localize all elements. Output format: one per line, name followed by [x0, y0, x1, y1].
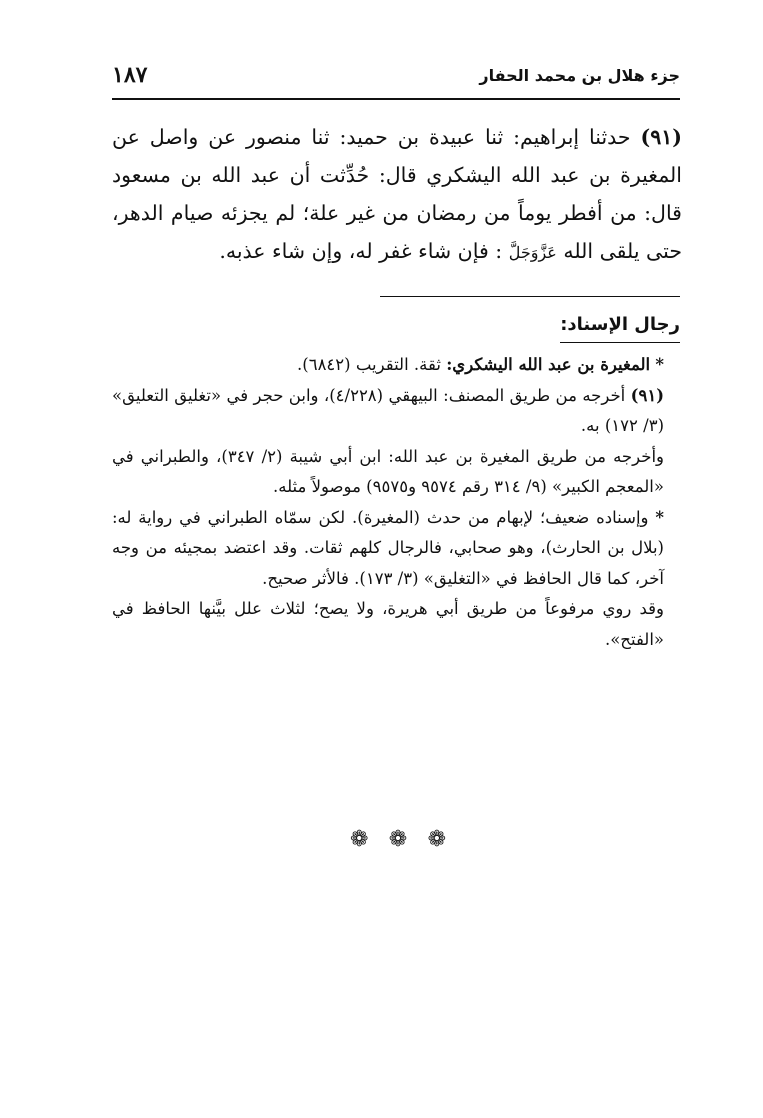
note-2-text: أخرجه من طريق المصنف: البيهقي (٤/٢٢٨)، وابن حجر في «تغليق التعليق» (٣/ ١٧٢) به.: [112, 385, 664, 435]
note-marfu: [112, 594, 682, 655]
running-header: [112, 62, 680, 92]
note-grading: [112, 503, 682, 595]
hadith-number: (٩١): [640, 125, 682, 149]
header-rule: [112, 98, 680, 100]
honorific-glyph: عَزَّوَجَلَّ: [508, 243, 557, 262]
hadith-text: [112, 118, 682, 272]
hadith-text-part-2: : فإن شاء غفر له، وإن شاء عذبه.: [219, 239, 503, 263]
end-ornaments: [350, 826, 446, 854]
flower-ornament-icon: ❁: [427, 827, 446, 852]
note-takhrij: [112, 381, 682, 442]
note-1-text: ثقة. التقريب (٦٨٤٢).: [297, 355, 441, 374]
note-4-star: *: [655, 507, 665, 527]
footnote-separator: [380, 296, 680, 297]
page-number: ١٨٧: [112, 62, 148, 88]
note-4-text: وإسناده ضعيف؛ لإبهام من حدث (المغيرة). لكن سمّاه الطبراني في رواية له: (بلال بن الحارث)، وهو صحابي، فالرجال كلهم ثقات. وقد اعتضد بمجيئه من وجه آخر، كما قال الحافظ في «التغليق» (٣/ ١٧٣). فالأثر صحيح.: [112, 507, 664, 588]
notes-section: [112, 350, 682, 655]
note-3-text: وأخرجه من طريق المغيرة بن عبد الله: ابن أبي شيبة (٢/ ٣٤٧)، والطبراني في «المعجم الكبير» (٩/ ٣١٤ رقم ٩٥٧٤ و٩٥٧٥) موصولاً مثله.: [112, 446, 664, 496]
note-other-routes: [112, 442, 682, 503]
hadith-text-part-1: حدثنا إبراهيم: ثنا عبيدة بن حميد: ثنا منصور عن واصل عن المغيرة بن عبد الله اليشكري قال: حُدِّثت أن عبد الله بن مسعود قال: من أفطر يوماً من رمضان من غير علة؛ لم يجزئه صيام الدهر، حتى يلقى الله: [112, 125, 682, 263]
note-narrator: [112, 350, 682, 381]
note-5-text: وقد روي مرفوعاً من طريق أبي هريرة، ولا يصح؛ لثلاث علل بيَّنها الحافظ في «الفتح».: [112, 599, 664, 649]
note-1-narrator-name: المغيرة بن عبد الله اليشكري:: [446, 355, 651, 374]
flower-ornament-icon: ❁: [388, 827, 408, 852]
notes-heading-underline: [560, 342, 680, 343]
running-title: جزء هلال بن محمد الحفار: [479, 66, 680, 85]
note-2-number: (٩١): [630, 385, 665, 405]
notes-heading: رجال الإسناد:: [560, 314, 680, 335]
flower-ornament-icon: ❁: [350, 827, 369, 852]
note-1-star: *: [655, 355, 664, 374]
